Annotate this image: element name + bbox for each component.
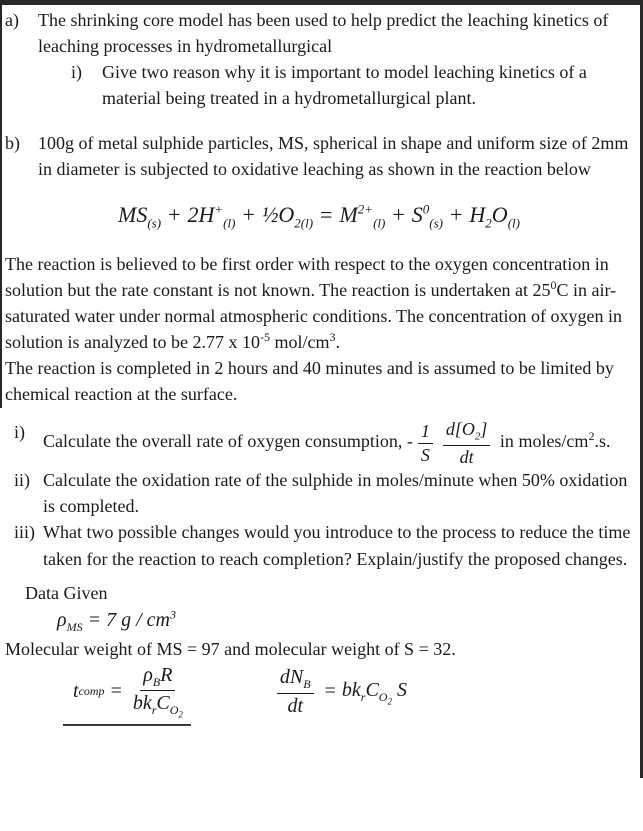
task-iii-label: iii) [14,522,35,543]
formula-row [73,664,633,721]
question-a-i-text: Give two reason why it is important to model leaching kinetics of a material being treated in a hydrometallurgical plant. [102,62,587,109]
product-sulphur: $S^0_{(s)}$ [411,201,443,230]
product-metal-ion: $M^{2+}_{(l)}$ [339,201,386,230]
superscript-degree: 0 [550,277,557,292]
data-given-section [5,580,633,727]
rate-fraction: $\frac{dN_B}{dt}$ [277,666,314,718]
task-list [5,419,633,571]
plus-operator: + [392,201,405,227]
scan-edge-top [0,0,643,5]
density-value: = 7 g / cm [82,608,170,631]
reaction-equation [5,199,633,233]
density-exponent: 3 [169,607,176,622]
task-i-label: i) [14,422,25,443]
plus-operator: + [168,201,181,227]
task-i-units: moles/$cm^2.s$. [518,429,611,452]
product-water: $H_2O_{(l)}$ [469,201,520,230]
question-a-i [71,59,633,111]
plus-operator: + [242,201,255,227]
tcomp-formula: t comp = $\frac{\rho_BR}{bk_rC_{O_2}}$ [73,663,183,720]
fraction-dO2-dt: $\frac{d[O_2]}{dt}$ [443,419,491,467]
task-i-text-before: Calculate the overall rate of oxygen consumption, [43,431,407,452]
rate-formula: $\frac{dN_B}{dt}$ = $bk_rC_{O_2}$ S [272,666,407,718]
molecular-weight-text: Molecular weight of MS = 97 and molecular weight of S = 32. [5,638,456,659]
paragraph-text: C in air-saturated water under normal atmospheric conditions. The concentration of oxygen in solution is analyzed to be 2.77 x 10 [5,279,622,353]
task-i-text-after: in [495,431,514,452]
question-b [5,130,633,182]
plus-operator: + [449,201,463,227]
superscript-cubed: 3 [329,330,336,345]
rho-symbol: ρ [57,608,67,631]
question-b-text: 100g of metal sulphide particles, MS, spherical in shape and uniform size of 2mm in diameter is subjected to oxidative leaching as shown in the reaction below [38,133,629,180]
paragraph-text: The reaction is believed to be first order with respect to the oxygen concentration in solution but the rate constant is not known. The reaction is undertaken at 25 [5,253,609,300]
rho-subscript: MS [66,619,83,634]
tcomp-fraction: $\frac{\rho_BR}{bk_rC_{O_2}}$ [132,663,183,720]
question-a-label: a) [5,10,19,30]
paragraph-completion: The reaction is completed in 2 hours and 40 minutes and is assumed to be limited by chemical reaction at the surface. [5,358,614,405]
paragraph-text: . [335,332,340,353]
task-ii-text: Calculate the oxidation rate of the sulphide in moles/minute when 50% oxidation is completed. [43,470,628,517]
minus-sign: - [406,431,413,452]
reactant-hydrogen: $2H^+_{(l)}$ [187,201,236,230]
reactant-oxygen: $\frac{1}{2}O_{2(l)}$ [261,201,314,230]
task-ii-label: ii) [14,470,30,491]
paragraph-first-order [5,251,633,355]
question-a-i-label: i) [71,62,82,83]
task-i [5,419,633,467]
question-a-text: The shrinking core model has been used to help predict the leaching kinetics of leaching processes in hydrometallurgical [38,10,609,57]
density-formula [57,606,633,636]
task-iii-text: What two possible changes would you introduce to the process to reduce the time taken for the reaction to reach completion? Explain/justify the proposed changes. [43,522,631,569]
task-i-text [43,419,633,467]
task-ii [5,467,633,519]
equals-operator: = [320,201,333,227]
question-a [5,7,633,59]
fraction-one-over-S: $\frac{1}{S}$ [418,421,433,465]
data-given-heading: Data Given [25,582,108,603]
answer-underline [63,724,191,726]
reactant-ms: $MS_{(s)}$ [118,201,162,230]
superscript-exponent: -5 [259,330,270,345]
paragraph-text: mol/cm [269,332,330,353]
task-iii [5,519,633,571]
scan-edge-left [0,0,2,408]
question-b-label: b) [5,133,20,154]
